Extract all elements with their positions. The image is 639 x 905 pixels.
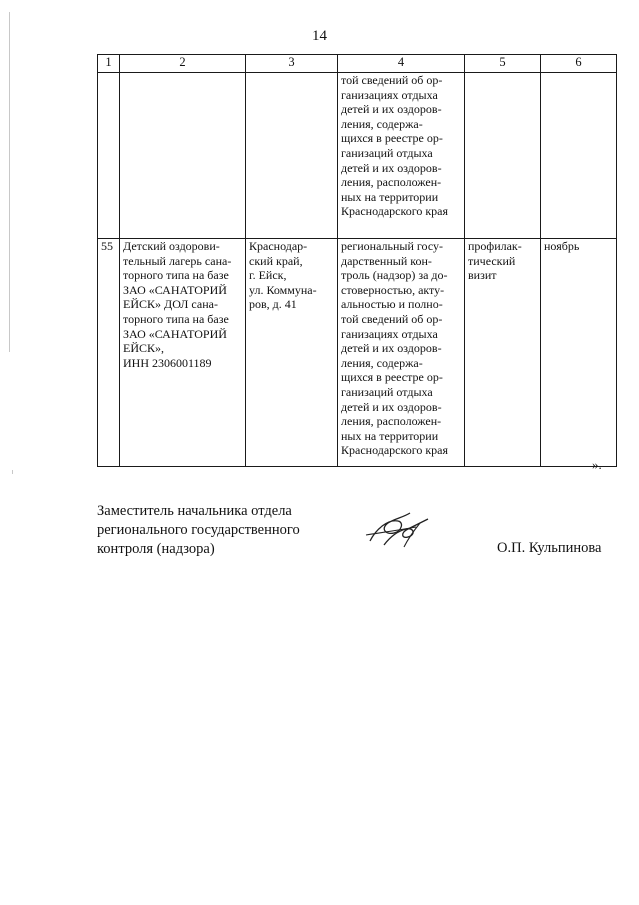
column-header: 5 [465,55,541,73]
signatory-name: О.П. Кульпинова [497,540,602,556]
form-cell: профилак- тический визит [465,239,541,467]
column-header: 4 [338,55,465,73]
organization-cell [120,73,246,239]
form-cell [465,73,541,239]
row-number-cell [98,73,120,239]
scan-edge-mark [12,470,13,474]
inspection-plan-table [97,54,617,467]
column-header: 3 [246,55,338,73]
column-header: 2 [120,55,246,73]
row-number-cell: 55 [98,239,120,467]
closing-quote-mark: ». [592,457,602,472]
column-header: 1 [98,55,120,73]
handwritten-signature [364,507,434,551]
signatory-title: Заместитель начальника отдела регионального государственного контроля (надзора) [97,503,300,557]
address-cell: Краснодар- ский край, г. Ейск, ул. Коммуна- ров, д. 41 [246,239,338,467]
scan-edge-mark [9,12,10,352]
organization-cell: Детский оздорови- тельный лагерь сана- торного типа на базе ЗАО «САНАТОРИЙ ЕЙСК» ДОЛ сана- торного типа на базе ЗАО «САНАТОРИЙ ЕЙСК», ИНН 2306001189 [120,239,246,467]
table-header-row [98,55,617,73]
period-cell: ноябрь [541,239,617,467]
subject-cell: той сведений об ор- ганизациях отдыха детей и их оздоров- ления, содержа- щихся в реестре ор- ганизаций отдыха детей и их оздоров- ления, расположен- ных на территории Краснодарского края [338,73,465,239]
subject-cell: региональный госу- дарственный кон- троль (надзор) за до- стоверностью, акту- альностью и полно- той сведений об ор- ганизациях отдыха детей и их оздоров- ления, содержа- щихся в реестре ор- ганизаций отдыха детей и их оздоров- ления, расположен- ных на территории Краснодарского края [338,239,465,467]
table-row [98,239,617,467]
column-header: 6 [541,55,617,73]
table-row [98,73,617,239]
address-cell [246,73,338,239]
page-number: 14 [312,28,327,44]
period-cell [541,73,617,239]
